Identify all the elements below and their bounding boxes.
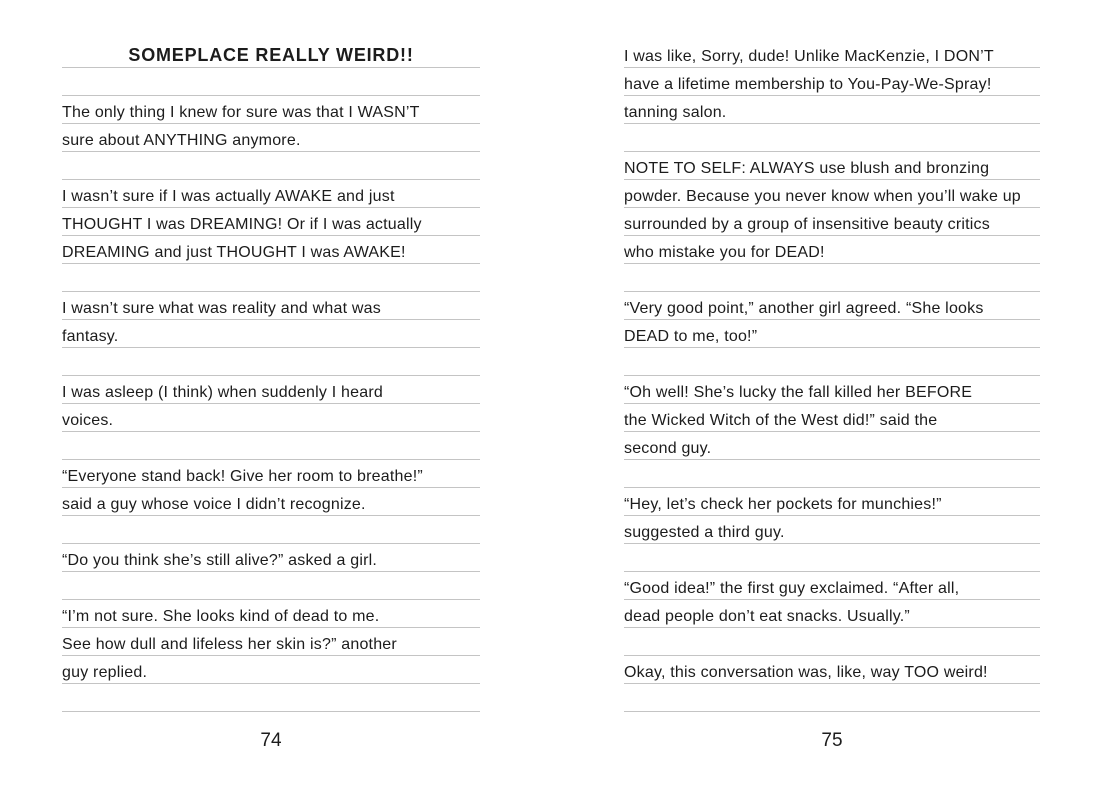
line-text: I was asleep (I think) when suddenly I heard — [62, 384, 383, 401]
line-text: DEAD to me, too!” — [624, 328, 758, 345]
handwritten-text-line — [624, 292, 1040, 320]
line-text: have a lifetime membership to You-Pay-We-Spray! — [624, 76, 992, 93]
handwritten-text-line — [624, 516, 1040, 544]
handwritten-text-line — [62, 292, 480, 320]
line-text: I wasn’t sure if I was actually AWAKE and just — [62, 188, 395, 205]
blank-ruled-line — [624, 544, 1040, 572]
blank-ruled-line — [62, 572, 480, 600]
line-text: “Everyone stand back! Give her room to breathe!” — [62, 468, 423, 485]
handwritten-text-line — [62, 376, 480, 404]
line-text: surrounded by a group of insensitive beauty critics — [624, 216, 990, 233]
line-text: DREAMING and just THOUGHT I was AWAKE! — [62, 244, 406, 261]
page-number-right: 75 — [821, 730, 843, 751]
handwritten-text-line — [62, 460, 480, 488]
line-text: sure about ANYTHING anymore. — [62, 132, 301, 149]
line-text: “Hey, let’s check her pockets for munchies!” — [624, 496, 942, 513]
handwritten-text-line — [624, 96, 1040, 124]
line-text: “Oh well! She’s lucky the fall killed her BEFORE — [624, 384, 973, 401]
handwritten-text-line — [624, 40, 1040, 68]
handwritten-text-line — [62, 96, 480, 124]
handwritten-text-line — [624, 208, 1040, 236]
blank-ruled-line — [624, 628, 1040, 656]
handwritten-text-line — [624, 236, 1040, 264]
blank-ruled-line — [62, 348, 480, 376]
line-text: said a guy whose voice I didn’t recognize. — [62, 496, 366, 513]
handwritten-text-line — [62, 404, 480, 432]
handwritten-text-line — [62, 124, 480, 152]
blank-ruled-line — [624, 124, 1040, 152]
line-text: voices. — [62, 412, 114, 429]
handwritten-text-line — [624, 488, 1040, 516]
page-number-left: 74 — [260, 730, 282, 751]
line-text: the Wicked Witch of the West did!” said the — [624, 412, 938, 429]
line-text: fantasy. — [62, 328, 119, 345]
line-text: The only thing I knew for sure was that I WASN’T — [62, 104, 420, 121]
handwritten-text-line — [624, 656, 1040, 684]
page-right — [624, 40, 1040, 752]
blank-ruled-line — [62, 68, 480, 96]
blank-ruled-line — [62, 152, 480, 180]
handwritten-text-line — [62, 208, 480, 236]
blank-ruled-line — [62, 684, 480, 712]
chapter-title-line — [62, 40, 480, 68]
blank-ruled-line — [624, 348, 1040, 376]
line-text: NOTE TO SELF: ALWAYS use blush and bronzing — [624, 160, 990, 177]
blank-ruled-line — [62, 432, 480, 460]
handwritten-text-line — [62, 544, 480, 572]
line-text: I was like, Sorry, dude! Unlike MacKenzie, I DON’T — [624, 48, 994, 65]
line-text: tanning salon. — [624, 104, 727, 121]
page-right-text-area — [624, 40, 1040, 712]
line-text: “Good idea!” the first guy exclaimed. “After all, — [624, 580, 960, 597]
page-left-text-area — [62, 40, 480, 712]
line-text: Okay, this conversation was, like, way TOO weird! — [624, 664, 988, 681]
handwritten-text-line — [624, 572, 1040, 600]
line-text: guy replied. — [62, 664, 148, 681]
handwritten-text-line — [624, 404, 1040, 432]
line-text: second guy. — [624, 440, 712, 457]
handwritten-text-line — [62, 656, 480, 684]
blank-ruled-line — [624, 264, 1040, 292]
line-text: I wasn’t sure what was reality and what was — [62, 300, 381, 317]
handwritten-text-line — [62, 628, 480, 656]
line-text: THOUGHT I was DREAMING! Or if I was actually — [62, 216, 422, 233]
handwritten-text-line — [624, 600, 1040, 628]
line-text: suggested a third guy. — [624, 524, 785, 541]
line-text: dead people don’t eat snacks. Usually.” — [624, 608, 910, 625]
handwritten-text-line — [624, 152, 1040, 180]
handwritten-text-line — [624, 432, 1040, 460]
blank-ruled-line — [62, 264, 480, 292]
handwritten-text-line — [62, 320, 480, 348]
handwritten-text-line — [624, 180, 1040, 208]
blank-ruled-line — [62, 516, 480, 544]
blank-ruled-line — [624, 460, 1040, 488]
line-text: “I’m not sure. She looks kind of dead to me. — [62, 608, 380, 625]
line-text: “Very good point,” another girl agreed. “She looks — [624, 300, 984, 317]
handwritten-text-line — [62, 180, 480, 208]
line-text: powder. Because you never know when you’ll wake up — [624, 188, 1021, 205]
chapter-title: SOMEPLACE REALLY WEIRD!! — [128, 45, 414, 65]
handwritten-text-line — [62, 236, 480, 264]
handwritten-text-line — [624, 320, 1040, 348]
handwritten-text-line — [624, 376, 1040, 404]
page-left — [62, 40, 480, 752]
line-text: See how dull and lifeless her skin is?” another — [62, 636, 397, 653]
handwritten-text-line — [624, 68, 1040, 96]
line-text: who mistake you for DEAD! — [624, 244, 825, 261]
handwritten-text-line — [62, 600, 480, 628]
blank-ruled-line — [624, 684, 1040, 712]
handwritten-text-line — [62, 488, 480, 516]
line-text: “Do you think she’s still alive?” asked a girl. — [62, 552, 378, 569]
